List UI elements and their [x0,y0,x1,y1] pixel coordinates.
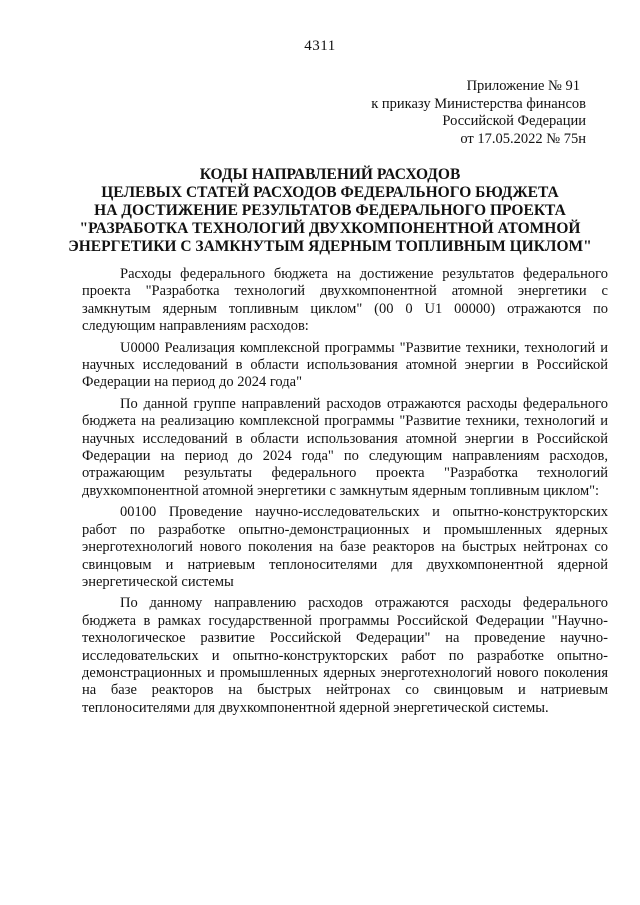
document-body [82,266,608,721]
appendix-number: Приложение № 91 [466,78,580,94]
body-paragraph-code-u0000: U0000 Реализация комплексной программы "Развитие техники, технологий и научных исследований в области использования атомной энергии в Российской Федерации на период до 2024 года" [82,339,608,391]
appendix-ministry: Российской Федерации [442,113,586,129]
body-paragraph-intro: Расходы федерального бюджета на достижение результатов федерального проекта "Разработка технологий двухкомпонентной атомной энергетики с замкнутым ядерным топливным циклом" (00 0 U1 00000) отражаются по следующим направлениям расходов: [82,266,608,335]
title-line: "РАЗРАБОТКА ТЕХНОЛОГИЙ ДВУХКОМПОНЕНТНОЙ АТОМНОЙ [79,220,581,237]
document-title [60,166,600,256]
title-line: ЭНЕРГЕТИКИ С ЗАМКНУТЫМ ЯДЕРНЫМ ТОПЛИВНЫМ ЦИКЛОМ" [68,238,592,255]
body-paragraph-code-00100: 00100 Проведение научно-исследовательских и опытно-конструкторских работ по разработке опытно-демонстрационных и промышленных ядерных энерготехнологий нового поколения на базе реакторов на быстрых нейтронах со свинцовым и натриевым теплоносителями для двухкомпонентной ядерной энергетической системы [82,504,608,590]
title-line: ЦЕЛЕВЫХ СТАТЕЙ РАСХОДОВ ФЕДЕРАЛЬНОГО БЮДЖЕТА [101,184,559,201]
appendix-header [306,78,586,148]
page-number: 4311 [304,38,336,54]
body-paragraph-direction-description: По данному направлению расходов отражаются расходы федерального бюджета в рамках государственной программы Российской Федерации "Научно-технологическое развитие Российской Федерации" на проведение научно-исследовательских и опытно-конструкторских работ по разработке опытно-демонстрационных и промышленных ядерных энерготехнологий нового поколения на базе реакторов на быстрых нейтронах со свинцовым и натриевым теплоносителями для двухкомпонентной ядерной энергетической системы. [82,595,608,716]
appendix-order: к приказу Министерства финансов [371,95,586,112]
body-paragraph-group-description: По данной группе направлений расходов отражаются расходы федерального бюджета на реализацию комплексной программы "Развитие техники, технологий и научных исследований в области использования атомной энергии в Российской Федерации на период до 2024 года" по следующим направлениям расходов, отражающим результаты федерального проекта "Разработка технологий двухкомпонентной атомной энергетики с замкнутым ядерным топливным циклом": [82,395,608,499]
title-line: НА ДОСТИЖЕНИЕ РЕЗУЛЬТАТОВ ФЕДЕРАЛЬНОГО ПРОЕКТА [94,202,566,219]
appendix-date: от 17.05.2022 № 75н [460,130,586,147]
title-line: КОДЫ НАПРАВЛЕНИЙ РАСХОДОВ [199,166,461,183]
